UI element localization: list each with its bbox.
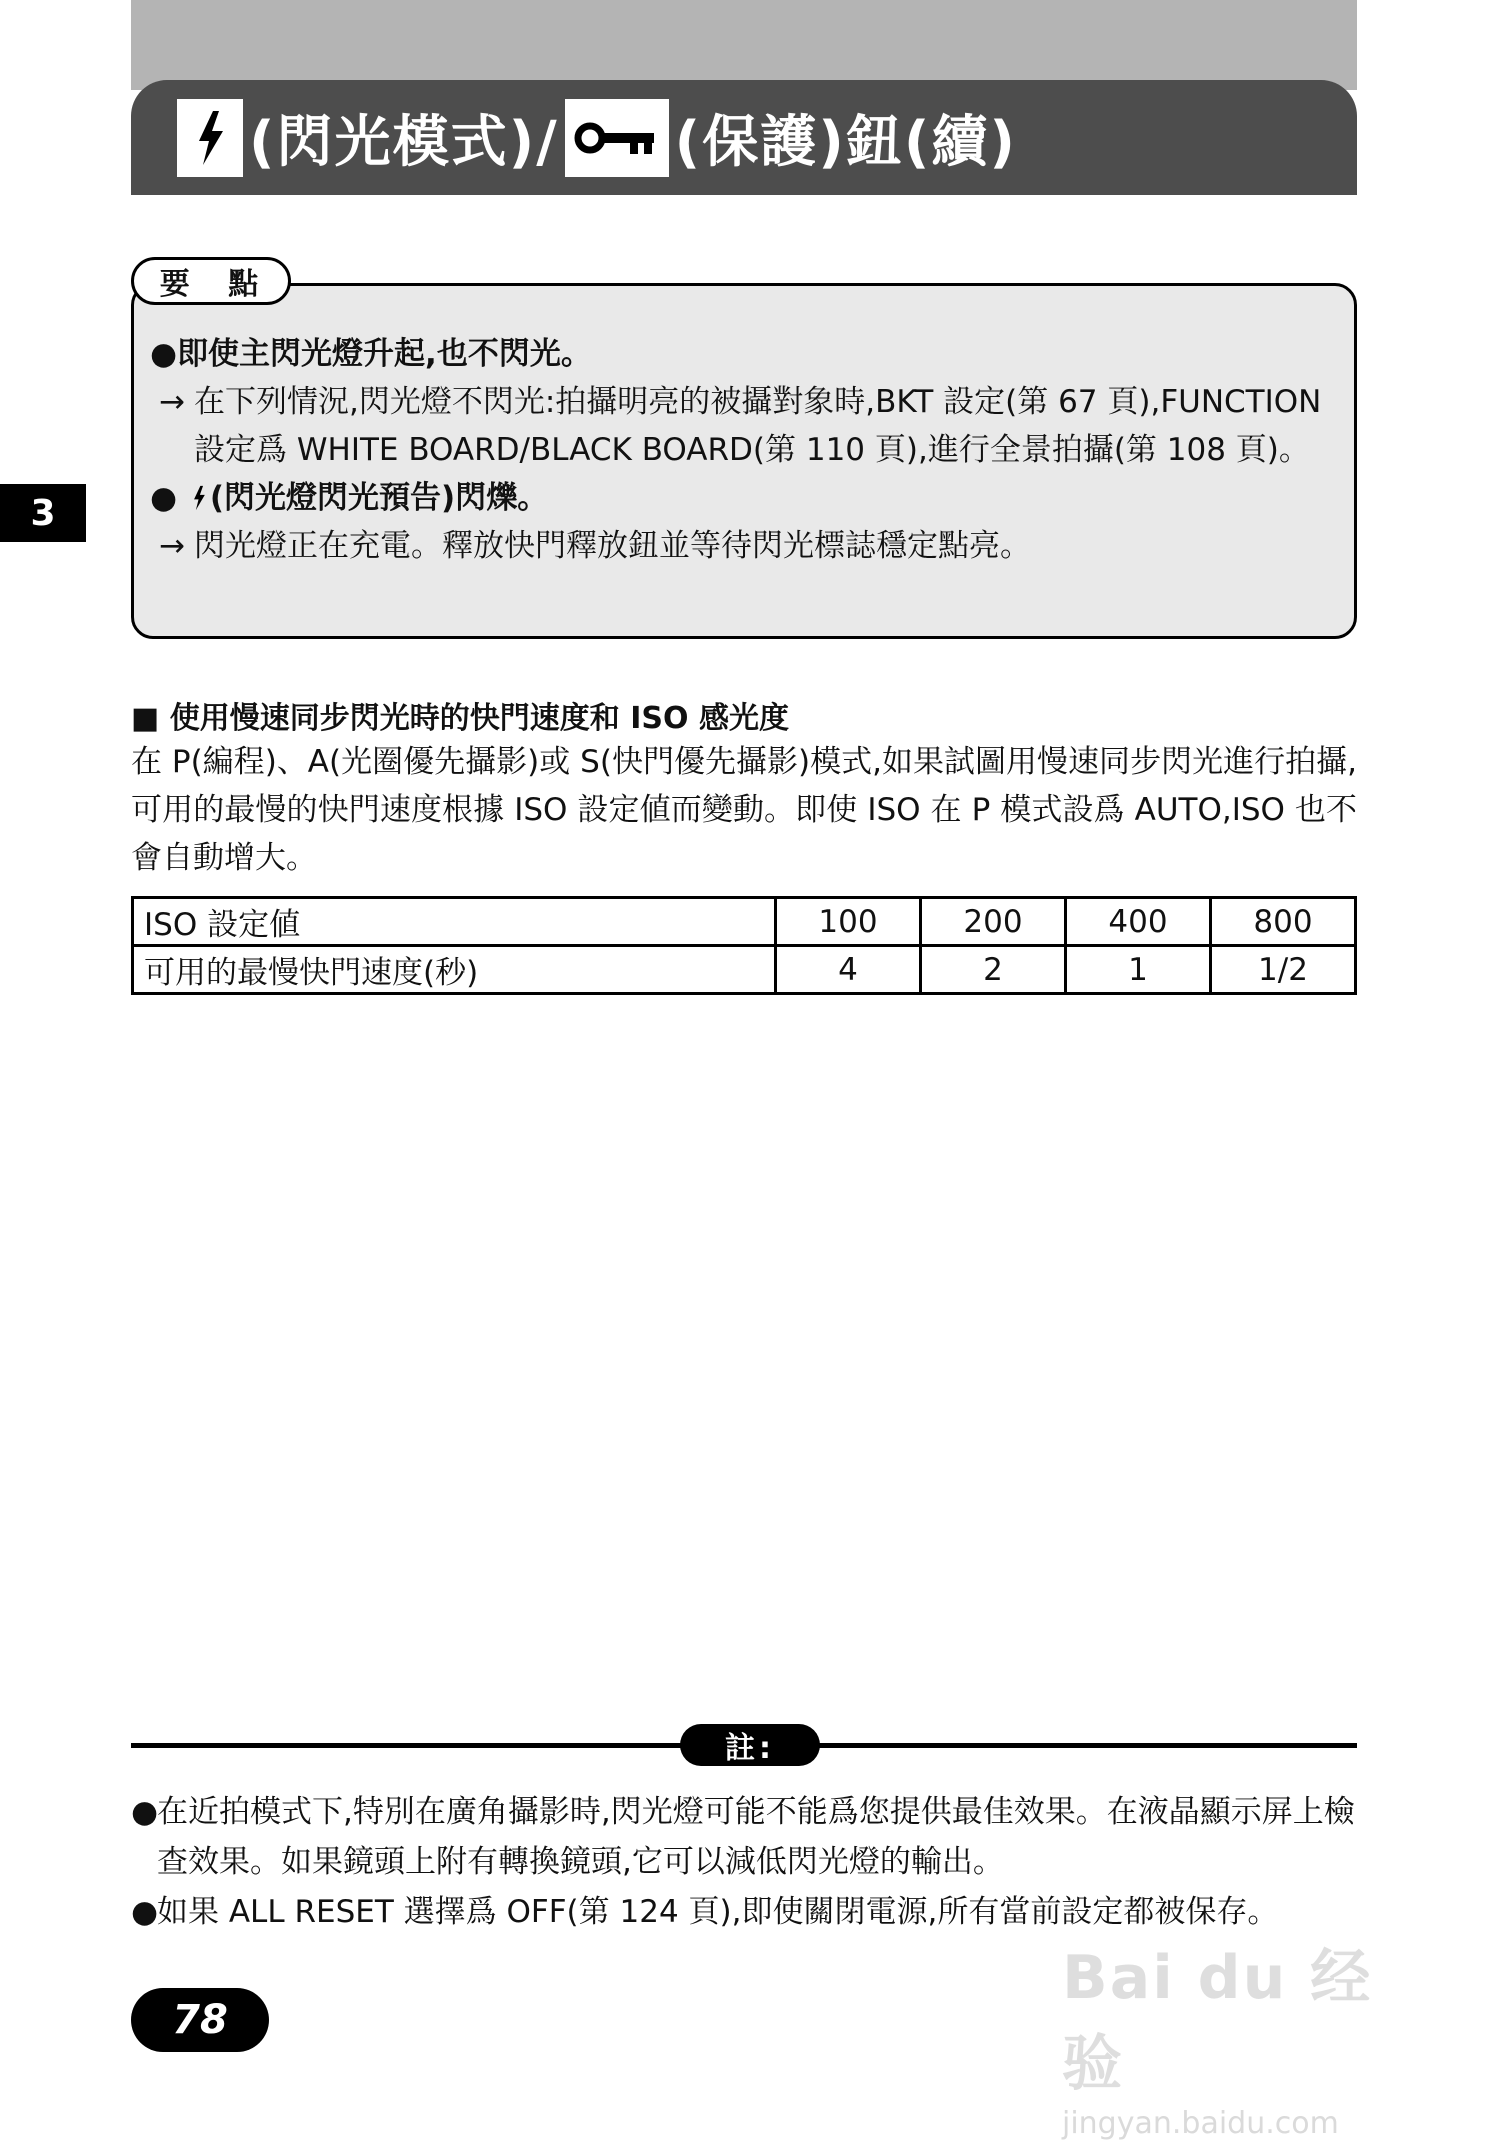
header-top-band [131, 0, 1357, 90]
notes-list [131, 1787, 1357, 1937]
key-icon [565, 99, 669, 177]
flash-icon [177, 99, 243, 177]
chapter-tab: 3 [0, 484, 86, 542]
watermark-logo [1062, 1930, 1402, 2141]
table-cell: 2 [921, 946, 1066, 994]
bullet: ● [150, 480, 178, 516]
tip-item [150, 474, 1340, 522]
section-body: 在 P(編程)、A(光圈優先攝影)或 S(快門優先攝影)模式,如果試圖用慢速同步閃光進行拍攝,可用的最慢的快門速度根據 ISO 設定値而變動。即使 ISO 在 P 模式設爲 AUTO,ISO 也不會自動增大。 [131, 744, 1357, 876]
table-cell: 200 [921, 898, 1066, 946]
note-text: 如果 ALL RESET 選擇爲 OFF(第 124 頁),即使關閉電源,所有當前設定都被保存。 [157, 1894, 1279, 1930]
section-heading: ■ 使用慢速同步閃光時的快門速度和 ISO 感光度 [131, 701, 789, 736]
table-cell: 800 [1211, 898, 1356, 946]
table-cell: 1/2 [1211, 946, 1356, 994]
tip-item-detail [150, 522, 1340, 570]
table-cell: 4 [776, 946, 921, 994]
tip-item-detail-text: 在下列情況,閃光燈不閃光:拍攝明亮的被攝對象時,BKT 設定(第 67 頁),FUNCTION 設定爲 WHITE BOARD/BLACK BOARD(第 110 頁),進行全景拍攝(第 108 頁)。 [194, 384, 1322, 468]
table-row-label: 可用的最慢快門速度(秒) [133, 946, 776, 994]
table-row [133, 898, 1356, 946]
tip-content [150, 330, 1340, 570]
watermark-brand: Bai du 经验 [1062, 1943, 1373, 2099]
arrow-icon: → [159, 528, 185, 564]
note-item [131, 1787, 1357, 1887]
tip-label: 要 點 [131, 257, 291, 305]
iso-shutter-table [131, 896, 1357, 995]
tip-item-text: (閃光燈閃光預告)閃爍。 [209, 480, 549, 516]
flash-icon [190, 485, 208, 511]
watermark-url: jingyan.baidu.com [1062, 2106, 1339, 2141]
note-text: 在近拍模式下,特別在廣角攝影時,閃光燈可能不能爲您提供最佳效果。在液晶顯示屏上檢查效果。如果鏡頭上附有轉換鏡頭,它可以減低閃光燈的輸出。 [157, 1794, 1355, 1880]
arrow-icon: → [159, 384, 185, 420]
table-row-label: ISO 設定値 [133, 898, 776, 946]
page-number: 78 [131, 1988, 269, 2052]
table-row [133, 946, 1356, 994]
note-label: 註: [680, 1724, 820, 1766]
tip-item-detail-text: 閃光燈正在充電。釋放快門釋放鈕並等待閃光標誌穩定點亮。 [194, 528, 1031, 564]
title-part-flash-mode: (閃光模式)/ [249, 109, 559, 175]
bullet: ● [131, 1894, 159, 1930]
tip-item-detail [150, 378, 1340, 474]
page-title [131, 80, 1357, 195]
bullet: ● [150, 336, 178, 372]
title-part-protect-button: (保護)鈕(續) [674, 109, 1018, 175]
tip-item-text: 即使主閃光燈升起,也不閃光。 [177, 336, 592, 372]
tip-item [150, 330, 1340, 378]
table-cell: 400 [1066, 898, 1211, 946]
table-cell: 1 [1066, 946, 1211, 994]
bullet: ● [131, 1794, 159, 1830]
table-cell: 100 [776, 898, 921, 946]
